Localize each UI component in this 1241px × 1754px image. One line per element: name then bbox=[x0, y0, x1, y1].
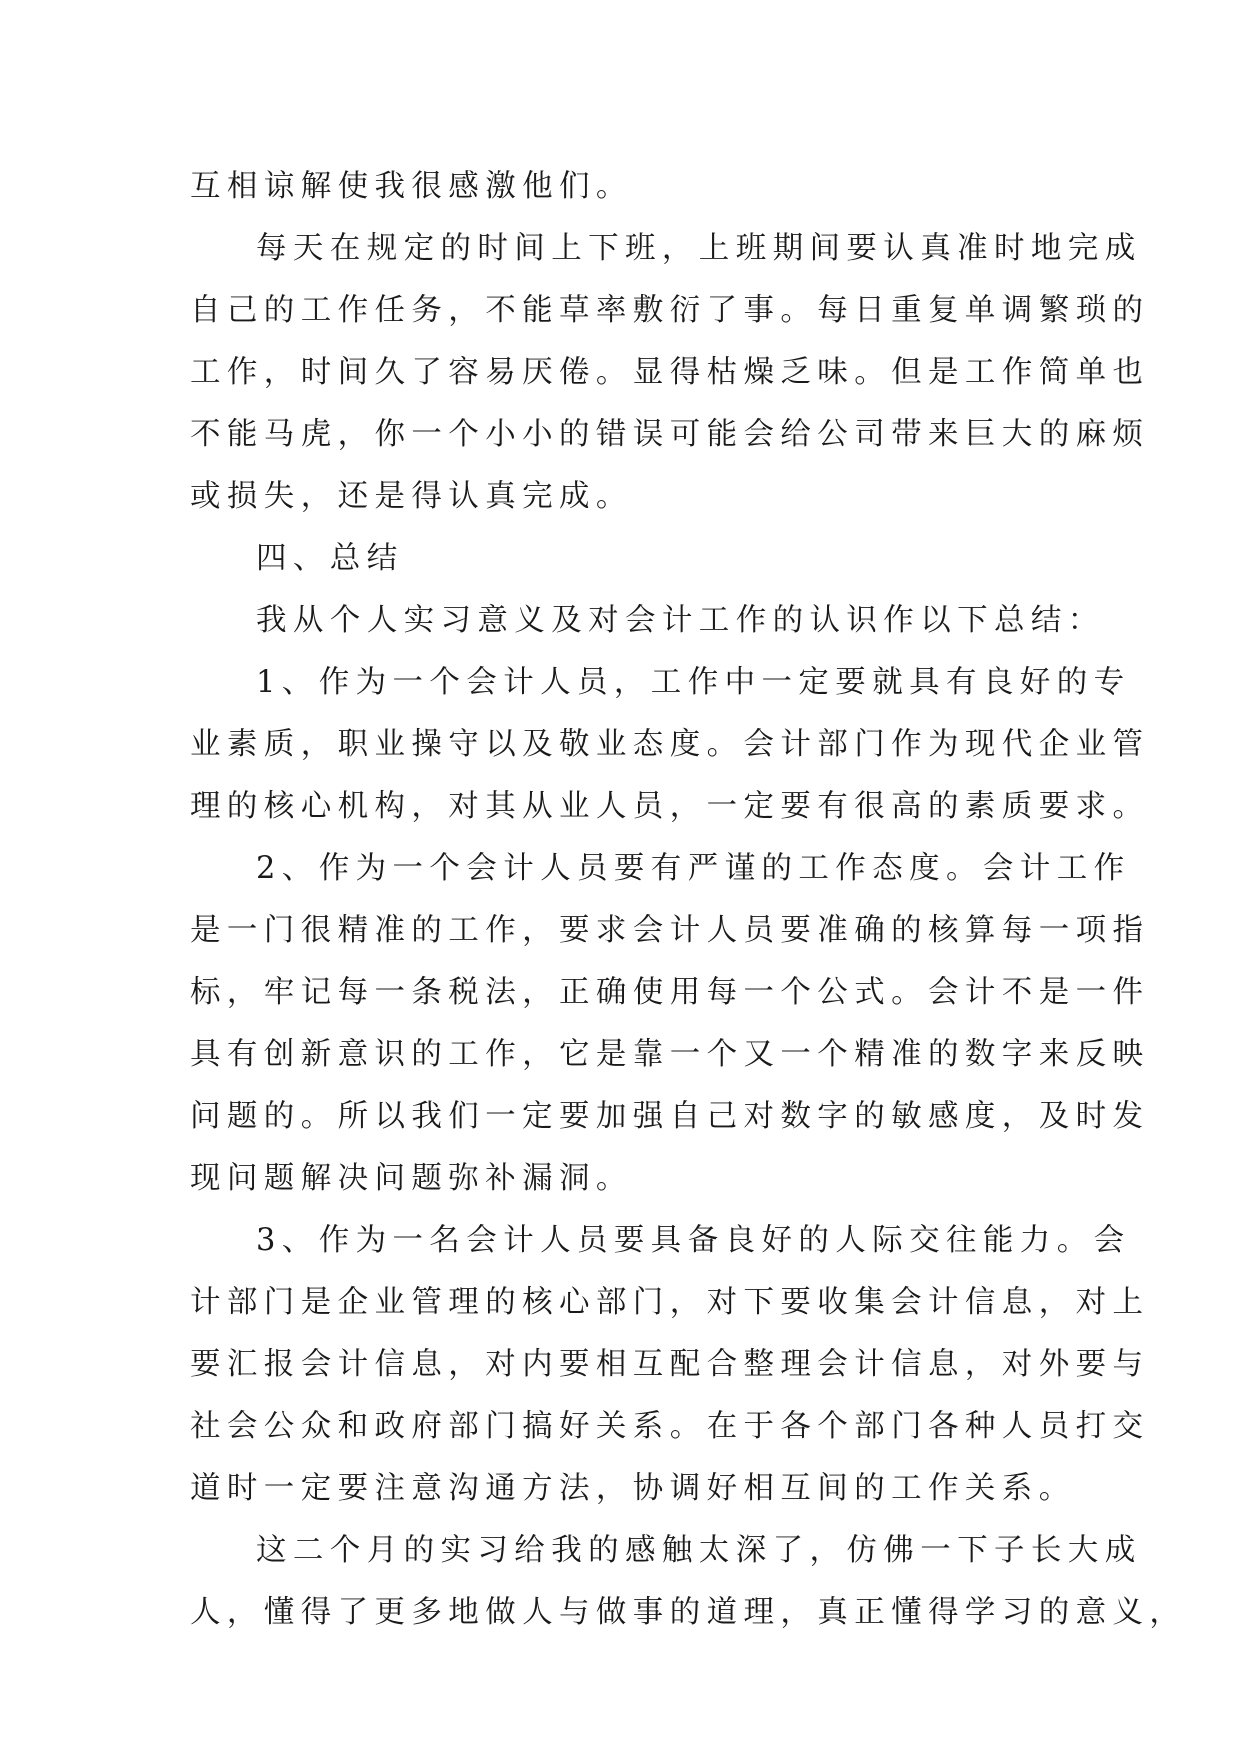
text-line: 3、作为一名会计人员要具备良好的人际交往能力。会 bbox=[256, 1223, 1131, 1258]
text-line: 人，懂得了更多地做人与做事的道理，真正懂得学习的意义， bbox=[190, 1595, 1187, 1630]
text-line: 具有创新意识的工作，它是靠一个又一个精准的数字来反映 bbox=[190, 1037, 1150, 1072]
text-line: 自己的工作任务，不能草率敷衍了事。每日重复单调繁琐的 bbox=[190, 293, 1150, 328]
text-line: 社会公众和政府部门搞好关系。在于各个部门各种人员打交 bbox=[190, 1409, 1150, 1444]
text-line: 工作，时间久了容易厌倦。显得枯燥乏味。但是工作简单也 bbox=[190, 355, 1150, 390]
text-line: 2、作为一个会计人员要有严谨的工作态度。会计工作 bbox=[256, 851, 1131, 886]
text-line: 这二个月的实习给我的感触太深了，仿佛一下子长大成 bbox=[256, 1533, 1142, 1568]
text-line: 或损失，还是得认真完成。 bbox=[190, 479, 633, 514]
text-line: 不能马虎，你一个小小的错误可能会给公司带来巨大的麻烦 bbox=[190, 417, 1150, 452]
text-line: 互相谅解使我很感激他们。 bbox=[190, 169, 633, 204]
text-line: 问题的。所以我们一定要加强自己对数字的敏感度，及时发 bbox=[190, 1099, 1150, 1134]
document-body bbox=[190, 156, 1187, 1644]
text-line: 要汇报会计信息，对内要相互配合整理会计信息，对外要与 bbox=[190, 1347, 1150, 1382]
text-line: 现问题解决问题弥补漏洞。 bbox=[190, 1161, 633, 1196]
text-line: 是一门很精准的工作，要求会计人员要准确的核算每一项指 bbox=[190, 913, 1150, 948]
text-line: 1、作为一个会计人员，工作中一定要就具有良好的专 bbox=[256, 665, 1131, 700]
text-line: 理的核心机构，对其从业人员，一定要有很高的素质要求。 bbox=[190, 789, 1150, 824]
text-line: 我从个人实习意义及对会计工作的认识作以下总结： bbox=[256, 603, 1105, 638]
text-line: 道时一定要注意沟通方法，协调好相互间的工作关系。 bbox=[190, 1471, 1076, 1506]
text-line: 计部门是企业管理的核心部门，对下要收集会计信息，对上 bbox=[190, 1285, 1150, 1320]
section-heading: 四、总结 bbox=[256, 541, 404, 576]
text-line: 标，牢记每一条税法，正确使用每一个公式。会计不是一件 bbox=[190, 975, 1150, 1010]
text-line: 业素质，职业操守以及敬业态度。会计部门作为现代企业管 bbox=[190, 727, 1150, 762]
text-line: 每天在规定的时间上下班，上班期间要认真准时地完成 bbox=[256, 231, 1142, 266]
